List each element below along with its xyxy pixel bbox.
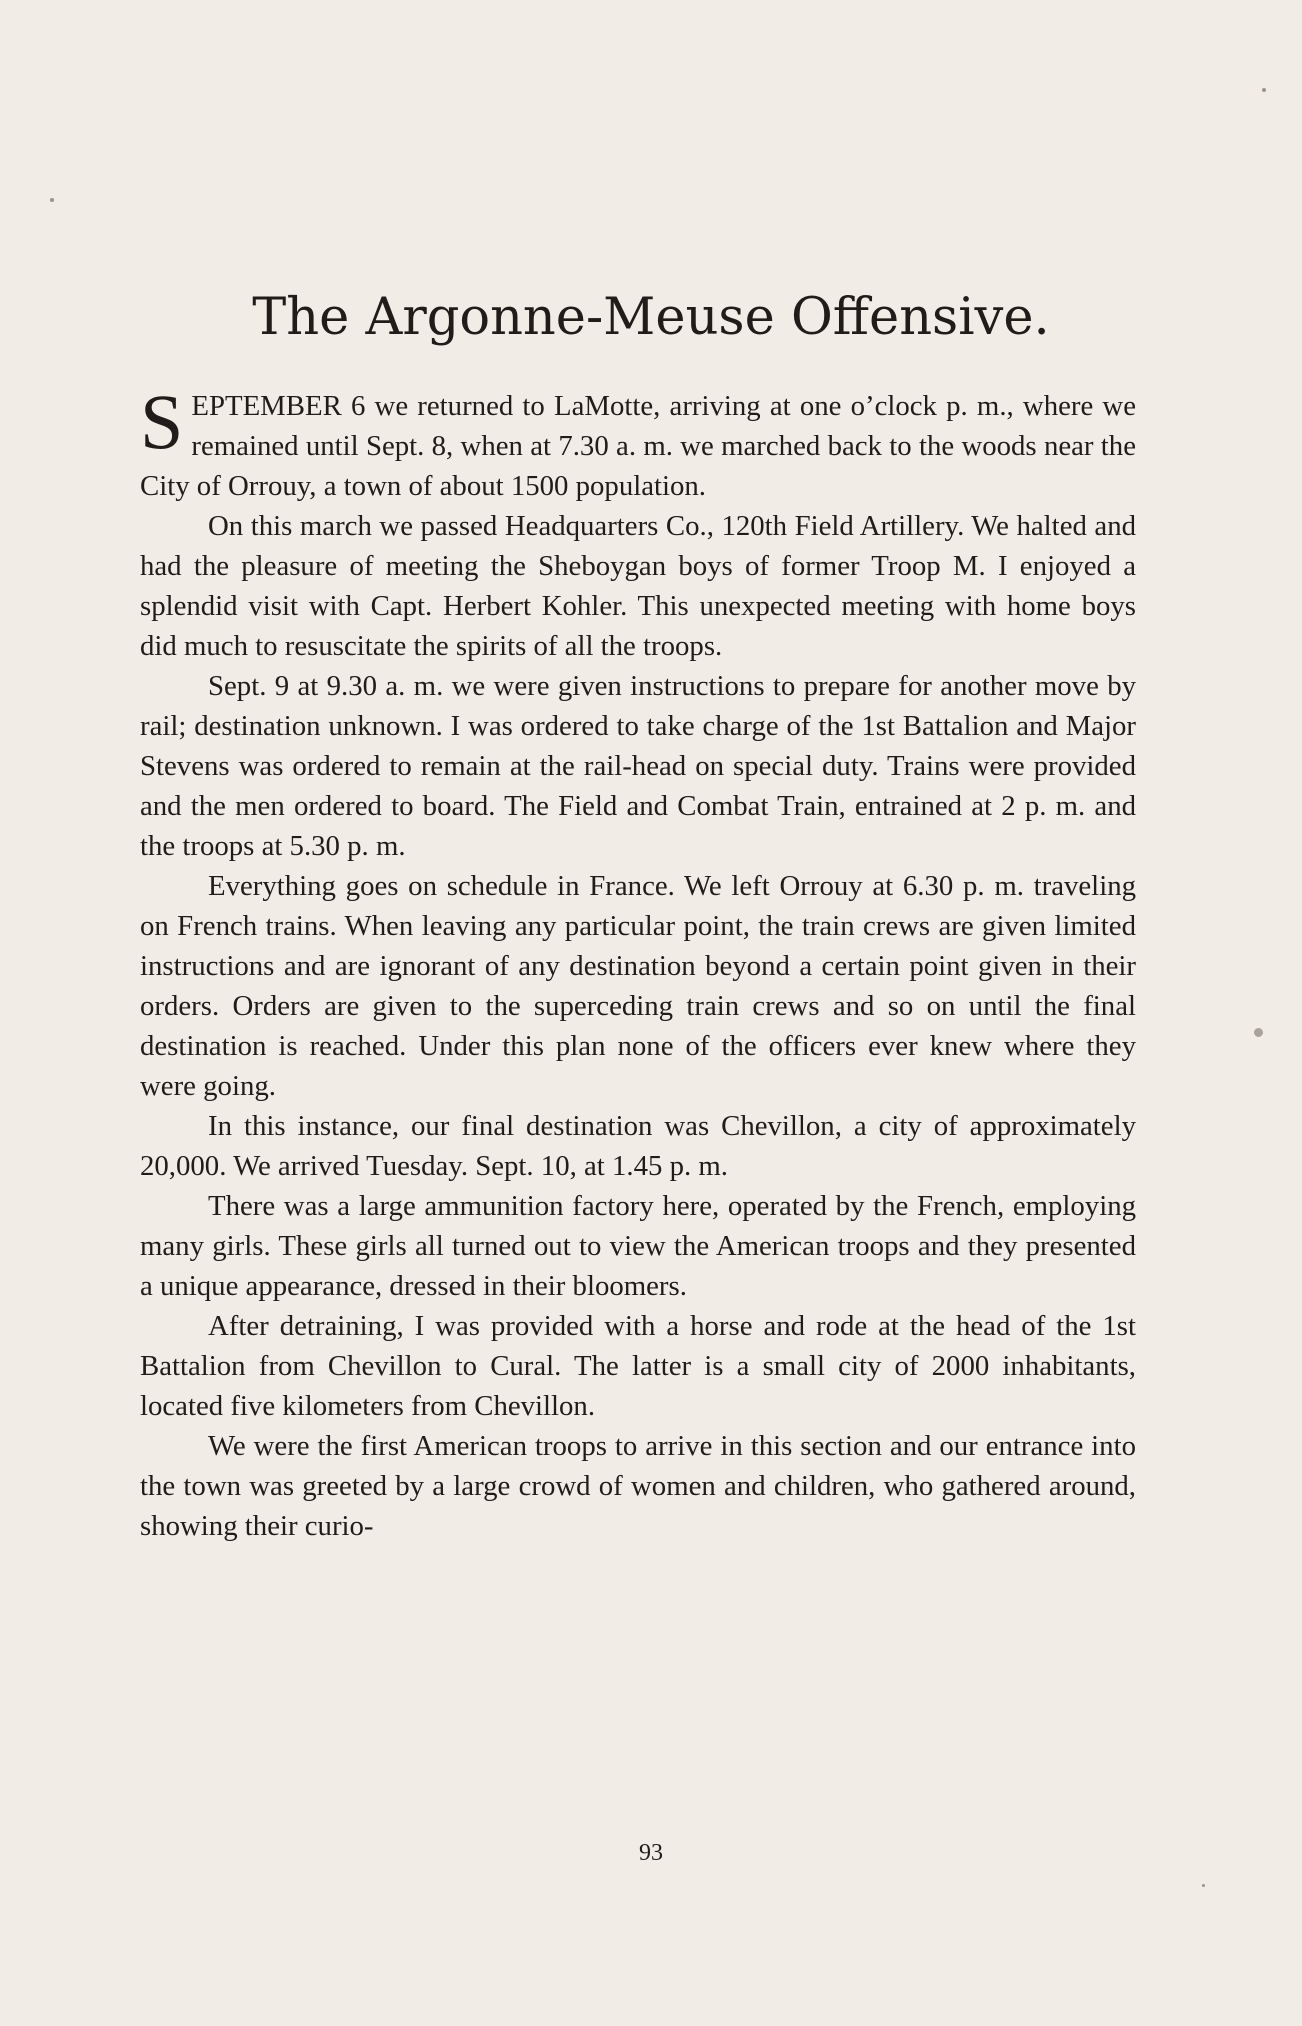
paragraph-1-text: EPTEMBER 6 we returned to LaMotte, arriving at one o’clock p. m., where we remained until Sept. 8, when at 7.30 a. m. we marched back to the woods near the City of Orrouy, a town of about 1500 population. [140, 390, 1136, 502]
paragraph-7: After detraining, I was provided with a horse and rode at the head of the 1st Battalion from Chevillon to Cural. The latter is a small city of 2000 inhabitants, located five kilometers from Chevillon. [140, 1310, 1136, 1422]
paragraph-3: Sept. 9 at 9.30 a. m. we were given instructions to prepare for another move by rail; destination unknown. I was ordered to take charge of the 1st Battalion and Major Stevens was ordered to remain at the rail-head on special duty. Trains were provided and the men ordered to board. The Field and Combat Train, entrained at 2 p. m. and the troops at 5.30 p. m. [140, 670, 1136, 862]
paragraph-2: On this march we passed Headquarters Co., 120th Field Artillery. We halted and had the pleasure of meeting the Sheboygan boys of former Troop M. I enjoyed a splendid visit with Capt. Herbert Kohler. This unexpected meeting with home boys did much to resuscitate the spirits of all the troops. [140, 510, 1136, 662]
paragraph-5: In this instance, our final destination was Chevillon, a city of approximately 20,000. We arrived Tuesday. Sept. 10, at 1.45 p. m. [140, 1110, 1136, 1182]
paper-speck-right [1254, 1028, 1263, 1037]
paragraph-1 [140, 378, 1136, 506]
paper-speck-top-right [1262, 88, 1266, 92]
paragraph-8: We were the first American troops to arrive in this section and our entrance into the town was greeted by a large crowd of women and children, who gathered around, showing their curio- [140, 1430, 1136, 1542]
paragraph-4: Everything goes on schedule in France. We left Orrouy at 6.30 p. m. traveling on French trains. When leaving any particular point, the train crews are given limited instructions and are ignorant of any destination beyond a certain point given in their orders. Orders are given to the superceding train crews and so on until the final destination is reached. Under this plan none of the officers ever knew where they were going. [140, 870, 1136, 1102]
paragraph-6: There was a large ammunition factory here, operated by the French, employing many girls. These girls all turned out to view the American troops and they presented a unique appearance, dressed in their bloomers. [140, 1190, 1136, 1302]
paper-speck-bottom-right [1202, 1884, 1205, 1887]
chapter-title: The Argonne-Meuse Offensive. [252, 288, 1050, 347]
drop-cap: S [140, 378, 184, 465]
page-number: 93 [639, 1840, 663, 1866]
body-text [140, 378, 1136, 1546]
paper-speck-left [50, 198, 54, 202]
